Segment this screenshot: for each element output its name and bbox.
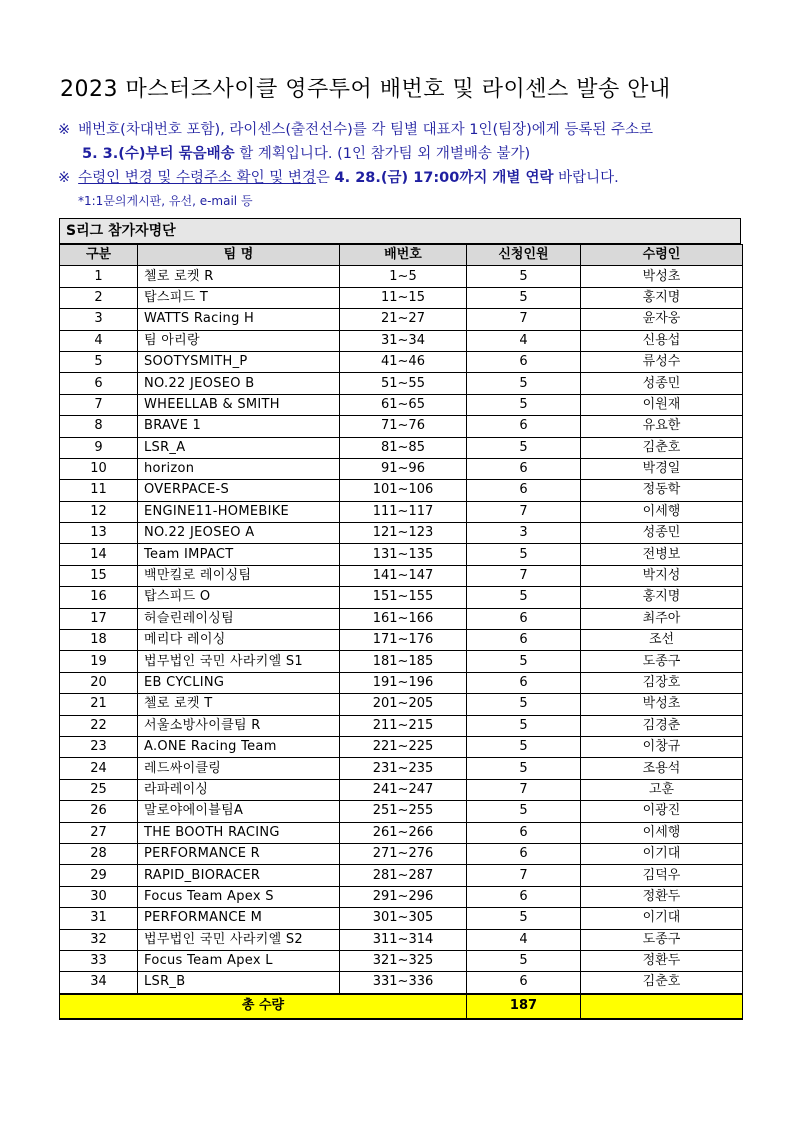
recipient: 김춘호 bbox=[581, 437, 743, 458]
recipient: 김경춘 bbox=[581, 715, 743, 736]
row-no: 31 bbox=[60, 908, 138, 929]
recipient: 홍지명 bbox=[581, 587, 743, 608]
entry-count: 4 bbox=[467, 929, 581, 950]
recipient: 박성초 bbox=[581, 266, 743, 287]
row-no: 10 bbox=[60, 458, 138, 479]
recipient: 이세행 bbox=[581, 822, 743, 843]
bib-range: 241~247 bbox=[340, 779, 467, 800]
table-row bbox=[60, 758, 743, 779]
table-row bbox=[60, 587, 743, 608]
table-row bbox=[60, 672, 743, 693]
team-name: 탑스피드 O bbox=[138, 587, 340, 608]
recipient: 최주아 bbox=[581, 608, 743, 629]
team-name: LSR_A bbox=[138, 437, 340, 458]
bib-range: 201~205 bbox=[340, 694, 467, 715]
total-value: 187 bbox=[467, 994, 581, 1019]
bib-range: 1~5 bbox=[340, 266, 467, 287]
table-row bbox=[60, 608, 743, 629]
team-name: 법무법인 국민 사라키엘 S2 bbox=[138, 929, 340, 950]
entry-count: 6 bbox=[467, 822, 581, 843]
recipient: 조용석 bbox=[581, 758, 743, 779]
row-no: 20 bbox=[60, 672, 138, 693]
row-no: 3 bbox=[60, 309, 138, 330]
table-row bbox=[60, 865, 743, 886]
col-header-recipient: 수령인 bbox=[581, 245, 743, 266]
entry-count: 6 bbox=[467, 480, 581, 501]
table-row bbox=[60, 287, 743, 308]
team-name: ENGINE11-HOMEBIKE bbox=[138, 501, 340, 522]
row-no: 33 bbox=[60, 950, 138, 971]
recipient: 정환두 bbox=[581, 886, 743, 907]
recipient: 성종민 bbox=[581, 523, 743, 544]
recipient: 신용섭 bbox=[581, 330, 743, 351]
table-row bbox=[60, 822, 743, 843]
row-no: 4 bbox=[60, 330, 138, 351]
team-name: 법무법인 국민 사라키엘 S1 bbox=[138, 651, 340, 672]
recipient: 박경일 bbox=[581, 458, 743, 479]
table-row bbox=[60, 565, 743, 586]
entry-count: 5 bbox=[467, 715, 581, 736]
bib-range: 41~46 bbox=[340, 351, 467, 372]
table-row bbox=[60, 694, 743, 715]
team-name: PERFORMANCE R bbox=[138, 843, 340, 864]
bib-range: 231~235 bbox=[340, 758, 467, 779]
table-row bbox=[60, 929, 743, 950]
entry-count: 6 bbox=[467, 416, 581, 437]
recipient: 정동학 bbox=[581, 480, 743, 501]
bib-range: 211~215 bbox=[340, 715, 467, 736]
row-no: 32 bbox=[60, 929, 138, 950]
table-row bbox=[60, 351, 743, 372]
bib-range: 301~305 bbox=[340, 908, 467, 929]
team-name: 팀 아리랑 bbox=[138, 330, 340, 351]
bib-range: 331~336 bbox=[340, 972, 467, 994]
notice-line-1b bbox=[82, 142, 530, 163]
table-row bbox=[60, 416, 743, 437]
recipient: 도종구 bbox=[581, 929, 743, 950]
notice-delivery-date: 5. 3.(수)부터 묶음배송 bbox=[82, 146, 235, 162]
entry-count: 5 bbox=[467, 758, 581, 779]
bib-range: 251~255 bbox=[340, 801, 467, 822]
team-name: SOOTYSMITH_P bbox=[138, 351, 340, 372]
entry-count: 3 bbox=[467, 523, 581, 544]
row-no: 21 bbox=[60, 694, 138, 715]
row-no: 8 bbox=[60, 416, 138, 437]
total-empty-cell bbox=[581, 994, 743, 1019]
notice-change-text: 수령인 변경 및 수령주소 확인 및 변경 bbox=[78, 170, 316, 186]
table-row bbox=[60, 801, 743, 822]
entry-count: 5 bbox=[467, 950, 581, 971]
row-no: 29 bbox=[60, 865, 138, 886]
notice-contact-methods: *1:1문의게시판, 유선, e-mail 등 bbox=[78, 194, 253, 208]
entry-count: 5 bbox=[467, 437, 581, 458]
table-row bbox=[60, 843, 743, 864]
team-name: 라파레이싱 bbox=[138, 779, 340, 800]
table-row bbox=[60, 630, 743, 651]
bib-range: 51~55 bbox=[340, 373, 467, 394]
bib-range: 191~196 bbox=[340, 672, 467, 693]
table-row bbox=[60, 437, 743, 458]
table-row bbox=[60, 651, 743, 672]
recipient: 정환두 bbox=[581, 950, 743, 971]
table-row bbox=[60, 373, 743, 394]
total-label: 총 수량 bbox=[60, 994, 467, 1019]
recipient: 성종민 bbox=[581, 373, 743, 394]
row-no: 7 bbox=[60, 394, 138, 415]
row-no: 26 bbox=[60, 801, 138, 822]
entry-count: 4 bbox=[467, 330, 581, 351]
row-no: 13 bbox=[60, 523, 138, 544]
recipient: 박지성 bbox=[581, 565, 743, 586]
recipient: 도종구 bbox=[581, 651, 743, 672]
table-row bbox=[60, 779, 743, 800]
league-title: S리그 참가자명단 bbox=[59, 218, 741, 244]
recipient: 이광진 bbox=[581, 801, 743, 822]
table-row bbox=[60, 480, 743, 501]
team-name: 첼로 로켓 R bbox=[138, 266, 340, 287]
entry-count: 6 bbox=[467, 351, 581, 372]
recipient: 유요한 bbox=[581, 416, 743, 437]
team-name: 레드싸이클링 bbox=[138, 758, 340, 779]
entry-count: 7 bbox=[467, 865, 581, 886]
team-name: horizon bbox=[138, 458, 340, 479]
entry-count: 5 bbox=[467, 694, 581, 715]
row-no: 2 bbox=[60, 287, 138, 308]
notice-delivery-text: 할 계획입니다. (1인 참가팀 외 개별배송 불가) bbox=[234, 146, 531, 162]
notice-deadline: 4. 28.(금) 17:00까지 개별 연락 bbox=[334, 170, 554, 186]
table-row bbox=[60, 309, 743, 330]
row-no: 19 bbox=[60, 651, 138, 672]
notice-line-2 bbox=[58, 166, 619, 187]
col-header-bib: 배번호 bbox=[340, 245, 467, 266]
row-no: 28 bbox=[60, 843, 138, 864]
table-row bbox=[60, 950, 743, 971]
recipient: 김춘호 bbox=[581, 972, 743, 994]
recipient: 이기대 bbox=[581, 908, 743, 929]
row-no: 22 bbox=[60, 715, 138, 736]
entry-count: 7 bbox=[467, 779, 581, 800]
team-name: 첼로 로켓 T bbox=[138, 694, 340, 715]
recipient: 이세행 bbox=[581, 501, 743, 522]
participant-table bbox=[59, 244, 743, 1020]
recipient: 홍지명 bbox=[581, 287, 743, 308]
bib-range: 281~287 bbox=[340, 865, 467, 886]
recipient: 조선 bbox=[581, 630, 743, 651]
bib-range: 111~117 bbox=[340, 501, 467, 522]
entry-count: 7 bbox=[467, 501, 581, 522]
bib-range: 321~325 bbox=[340, 950, 467, 971]
row-no: 14 bbox=[60, 544, 138, 565]
table-row bbox=[60, 736, 743, 757]
bib-range: 271~276 bbox=[340, 843, 467, 864]
team-name: NO.22 JEOSEO A bbox=[138, 523, 340, 544]
entry-count: 6 bbox=[467, 672, 581, 693]
recipient: 김덕우 bbox=[581, 865, 743, 886]
table-row bbox=[60, 886, 743, 907]
col-header-no: 구분 bbox=[60, 245, 138, 266]
recipient: 이원재 bbox=[581, 394, 743, 415]
recipient: 고훈 bbox=[581, 779, 743, 800]
recipient: 류성수 bbox=[581, 351, 743, 372]
page-title: 2023 마스터즈사이클 영주투어 배번호 및 라이센스 발송 안내 bbox=[60, 77, 671, 102]
entry-count: 5 bbox=[467, 266, 581, 287]
team-name: WATTS Racing H bbox=[138, 309, 340, 330]
entry-count: 5 bbox=[467, 908, 581, 929]
row-no: 12 bbox=[60, 501, 138, 522]
team-name: 백만킬로 레이싱팀 bbox=[138, 565, 340, 586]
entry-count: 6 bbox=[467, 458, 581, 479]
team-name: OVERPACE-S bbox=[138, 480, 340, 501]
bib-range: 261~266 bbox=[340, 822, 467, 843]
bib-range: 91~96 bbox=[340, 458, 467, 479]
entry-count: 5 bbox=[467, 736, 581, 757]
bib-range: 181~185 bbox=[340, 651, 467, 672]
entry-count: 7 bbox=[467, 309, 581, 330]
row-no: 18 bbox=[60, 630, 138, 651]
bib-range: 311~314 bbox=[340, 929, 467, 950]
bib-range: 131~135 bbox=[340, 544, 467, 565]
recipient: 전병보 bbox=[581, 544, 743, 565]
entry-count: 6 bbox=[467, 886, 581, 907]
row-no: 11 bbox=[60, 480, 138, 501]
bib-range: 71~76 bbox=[340, 416, 467, 437]
team-name: A.ONE Racing Team bbox=[138, 736, 340, 757]
notice-mid-text: 은 bbox=[315, 170, 335, 186]
entry-count: 5 bbox=[467, 544, 581, 565]
recipient: 윤자웅 bbox=[581, 309, 743, 330]
entry-count: 6 bbox=[467, 843, 581, 864]
bib-range: 31~34 bbox=[340, 330, 467, 351]
reference-mark: ※ bbox=[58, 122, 71, 138]
row-no: 25 bbox=[60, 779, 138, 800]
team-name: 허슬린레이싱팀 bbox=[138, 608, 340, 629]
notice-text-1: 배번호(차대번호 포함), 라이센스(출전선수)를 각 팀별 대표자 1인(팀장)에게 등록된 주소로 bbox=[78, 122, 654, 138]
table-row bbox=[60, 972, 743, 994]
table-row bbox=[60, 523, 743, 544]
bib-range: 101~106 bbox=[340, 480, 467, 501]
col-header-team: 팀 명 bbox=[138, 245, 340, 266]
bib-range: 141~147 bbox=[340, 565, 467, 586]
team-name: Team IMPACT bbox=[138, 544, 340, 565]
bib-range: 221~225 bbox=[340, 736, 467, 757]
row-no: 17 bbox=[60, 608, 138, 629]
team-name: 메리다 레이싱 bbox=[138, 630, 340, 651]
row-no: 27 bbox=[60, 822, 138, 843]
bib-range: 151~155 bbox=[340, 587, 467, 608]
team-name: 말로야에이블팀A bbox=[138, 801, 340, 822]
bib-range: 121~123 bbox=[340, 523, 467, 544]
bib-range: 161~166 bbox=[340, 608, 467, 629]
team-name: EB CYCLING bbox=[138, 672, 340, 693]
table-row bbox=[60, 544, 743, 565]
team-name: 서울소방사이클팀 R bbox=[138, 715, 340, 736]
reference-mark-2: ※ bbox=[58, 170, 71, 186]
row-no: 5 bbox=[60, 351, 138, 372]
table-row bbox=[60, 266, 743, 287]
entry-count: 7 bbox=[467, 565, 581, 586]
table-row bbox=[60, 715, 743, 736]
team-name: BRAVE 1 bbox=[138, 416, 340, 437]
team-name: Focus Team Apex S bbox=[138, 886, 340, 907]
entry-count: 6 bbox=[467, 630, 581, 651]
notice-end-text: 바랍니다. bbox=[553, 170, 619, 186]
entry-count: 5 bbox=[467, 651, 581, 672]
table-row bbox=[60, 908, 743, 929]
entry-count: 6 bbox=[467, 608, 581, 629]
col-header-count: 신청인원 bbox=[467, 245, 581, 266]
entry-count: 5 bbox=[467, 801, 581, 822]
entry-count: 6 bbox=[467, 972, 581, 994]
team-name: 탑스피드 T bbox=[138, 287, 340, 308]
bib-range: 11~15 bbox=[340, 287, 467, 308]
recipient: 이창규 bbox=[581, 736, 743, 757]
team-name: PERFORMANCE M bbox=[138, 908, 340, 929]
bib-range: 81~85 bbox=[340, 437, 467, 458]
bib-range: 171~176 bbox=[340, 630, 467, 651]
recipient: 김장호 bbox=[581, 672, 743, 693]
table-header-row bbox=[60, 245, 743, 266]
recipient: 박성초 bbox=[581, 694, 743, 715]
team-name: THE BOOTH RACING bbox=[138, 822, 340, 843]
team-name: RAPID_BIORACER bbox=[138, 865, 340, 886]
table-row bbox=[60, 458, 743, 479]
row-no: 16 bbox=[60, 587, 138, 608]
bib-range: 291~296 bbox=[340, 886, 467, 907]
row-no: 15 bbox=[60, 565, 138, 586]
entry-count: 5 bbox=[467, 394, 581, 415]
table-row bbox=[60, 501, 743, 522]
row-no: 23 bbox=[60, 736, 138, 757]
total-row bbox=[60, 994, 743, 1019]
team-name: Focus Team Apex L bbox=[138, 950, 340, 971]
row-no: 9 bbox=[60, 437, 138, 458]
recipient: 이기대 bbox=[581, 843, 743, 864]
bib-range: 61~65 bbox=[340, 394, 467, 415]
table-row bbox=[60, 394, 743, 415]
team-name: LSR_B bbox=[138, 972, 340, 994]
table-row bbox=[60, 330, 743, 351]
team-name: NO.22 JEOSEO B bbox=[138, 373, 340, 394]
entry-count: 5 bbox=[467, 373, 581, 394]
row-no: 30 bbox=[60, 886, 138, 907]
entry-count: 5 bbox=[467, 587, 581, 608]
team-name: WHEELLAB & SMITH bbox=[138, 394, 340, 415]
row-no: 24 bbox=[60, 758, 138, 779]
bib-range: 21~27 bbox=[340, 309, 467, 330]
row-no: 1 bbox=[60, 266, 138, 287]
notice-line-1 bbox=[58, 118, 653, 139]
row-no: 34 bbox=[60, 972, 138, 994]
row-no: 6 bbox=[60, 373, 138, 394]
entry-count: 5 bbox=[467, 287, 581, 308]
